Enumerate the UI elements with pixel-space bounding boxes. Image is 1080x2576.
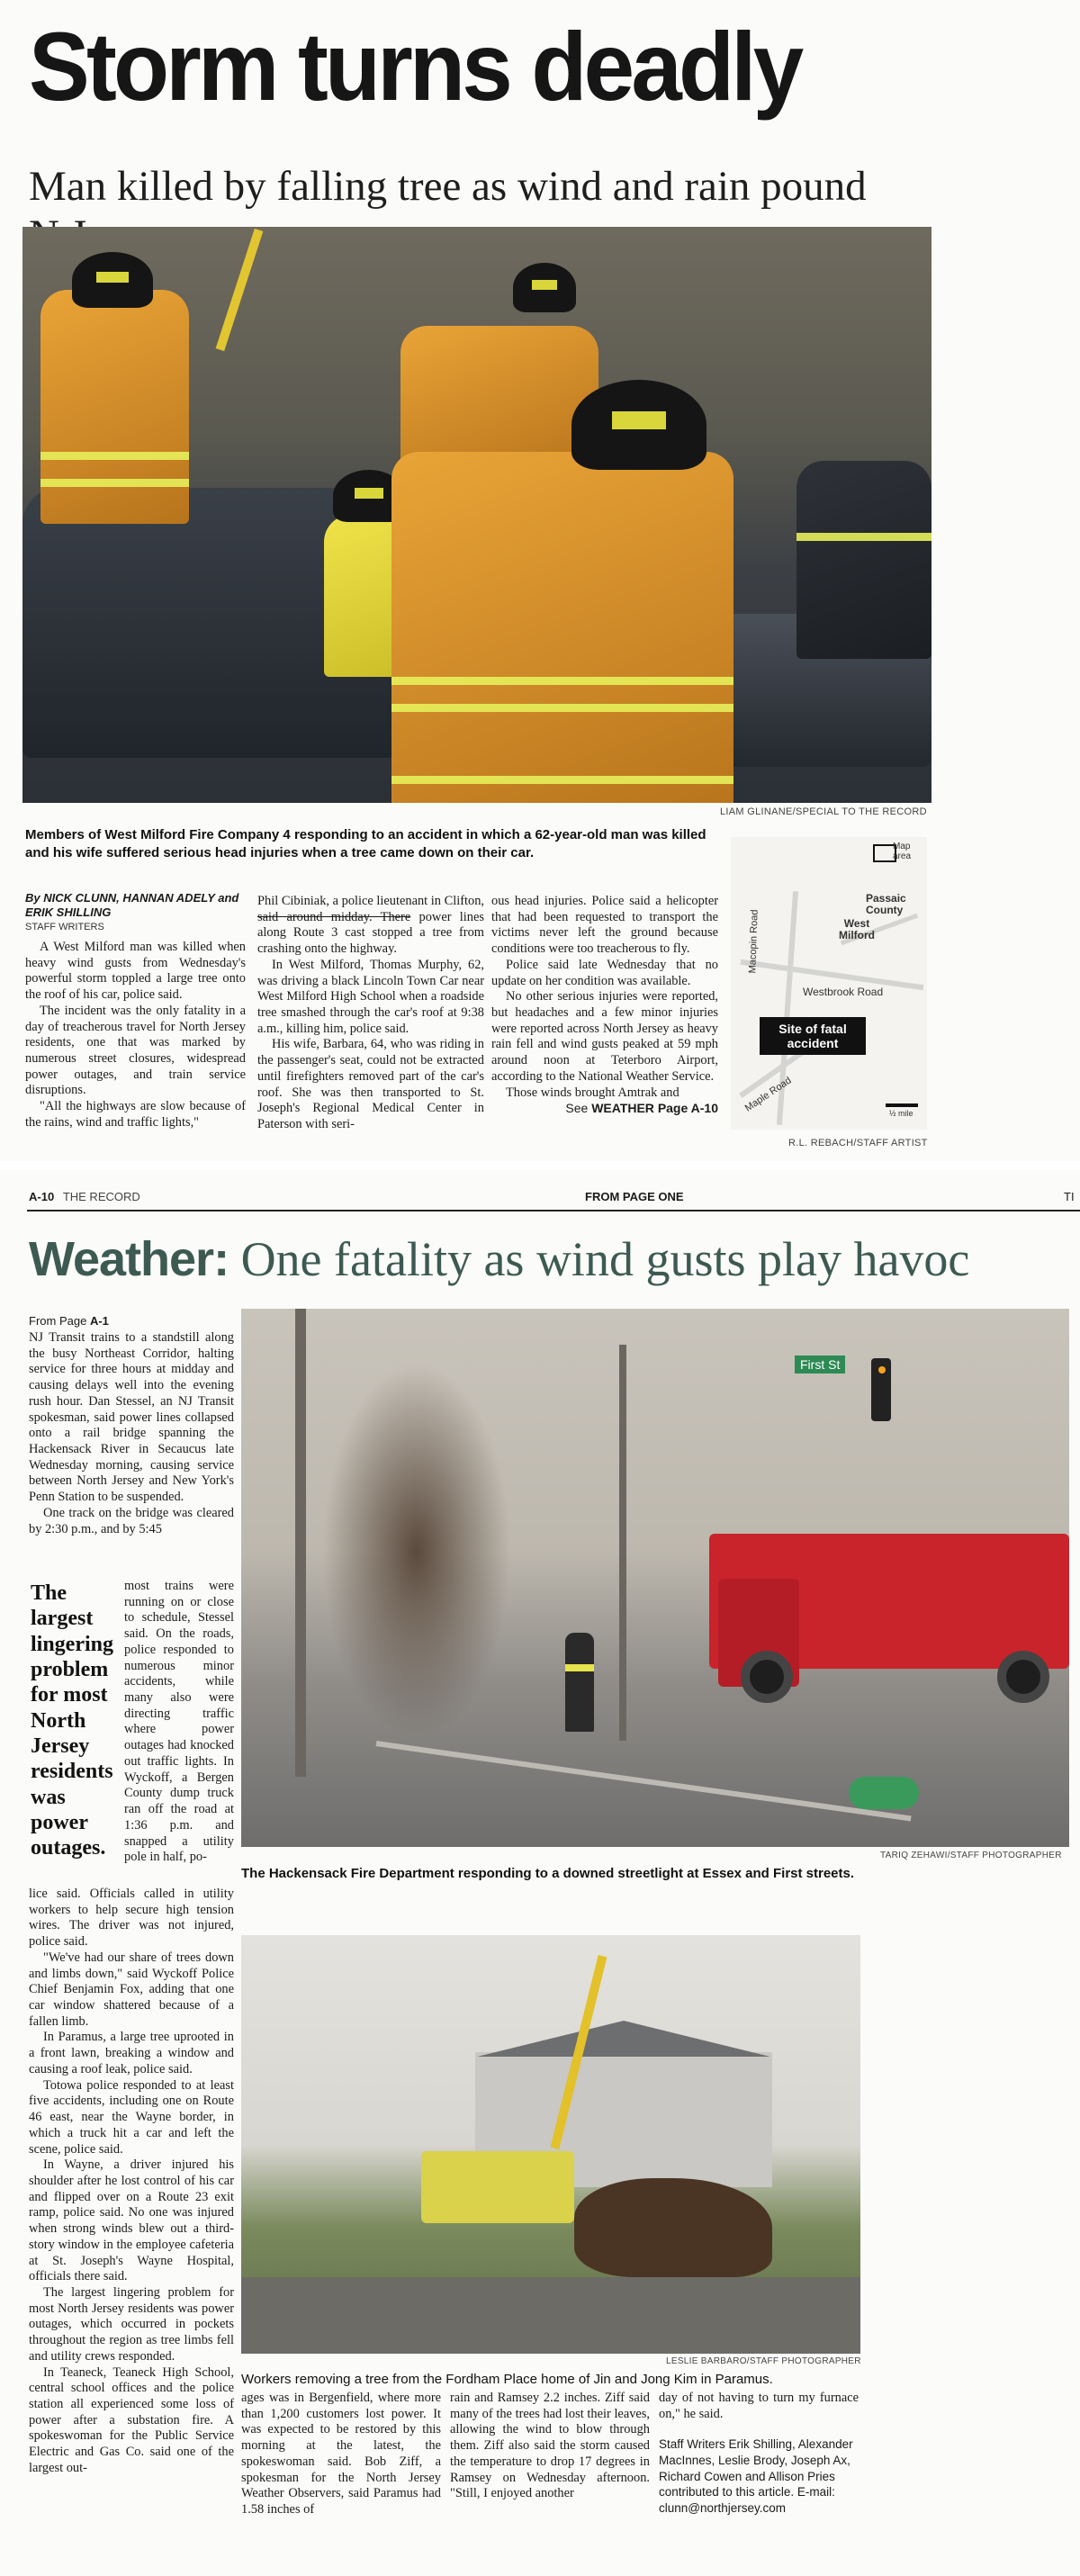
westbrook-road-label: Westbrook Road [803, 986, 884, 998]
byline-role: STAFF WRITERS [25, 922, 104, 932]
contributors-note: Staff Writers Erik Shilling, Alexander MacInnes, Leslie Brody, Joseph Ax, Richard Cowen and Allison Pries contributed to this article. E-mail: clunn@northjersey.com [659, 2437, 853, 2515]
struck-text: said around midday. There [257, 909, 411, 924]
accident-site-label: Site of fatal accident [760, 1017, 866, 1055]
text-run: power lines along Route 3 cast stopped a tree from crashing onto the highway. [257, 909, 484, 957]
folio-paper: THE RECORD [62, 1190, 140, 1203]
headline-keyword: Weather: [29, 1232, 230, 1286]
headline-rest: One fatality as wind gusts play havoc [240, 1232, 970, 1286]
firefighters-photo [22, 227, 932, 803]
story-column-1 [25, 940, 246, 1131]
paragraph: NJ Transit trains to a standstill along the busy Northeast Corridor, halting service for three hours at midday and causing delays well into the evening rush hour. Dan Stessel, an NJ Transit spokesman, said power lines collapsed onto a rail bridge spanning the Hackensack River in Secaucus late Wednesday morning, causing service between North Jersey and New York's Penn Station to be suspended. [29, 1330, 234, 1505]
paragraph: "All the highways are slow because of the rains, wind and traffic lights," [25, 1099, 246, 1130]
paragraph: In Teaneck, Teaneck High School, central school offices and the police station all experienced some loss of power after a substation fire. A spokeswoman for the Public Service Electric and Gas Co. said one of the largest out- [29, 2364, 234, 2475]
map-area-label: Map area [893, 842, 912, 861]
folio-left [29, 1190, 140, 1203]
paragraph: lice said. Officials called in utility workers to help secure high tension wires. The driver was not injured, police said. [29, 1887, 234, 1950]
text-run: Phil Cibiniak, a police lieutenant in Clifton, [257, 894, 484, 908]
jump-section: WEATHER [591, 1101, 654, 1116]
fire-truck-photo [241, 1309, 1069, 1847]
subhead: Man killed by falling tree as wind and rain pound [29, 163, 867, 210]
paragraph: One track on the bridge was cleared by 2:30 p.m., and by 5:45 [29, 1505, 234, 1536]
jump-column-4 [659, 2391, 859, 2516]
paragraph: In West Milford, Thomas Murphy, 62, was driving a black Lincoln Town Car near West Milford High School when a roadside tree smashed through the car's roof at 9:38 a.m., killing him, police said. [257, 957, 484, 1036]
jump-column-2 [241, 2391, 441, 2518]
scale-label: ½ mile [889, 1109, 914, 1118]
paragraph: day of not having to turn my furnace on," he said. [659, 2391, 859, 2421]
paragraph: ages was in Bergenfield, where more than 1,200 customers lost power. It was expected to be restored by this morning at the latest, the spokeswoman said. Bob Ziff, a spokesman for the North Jersey Weather Observers, said Paramus had 1.58 inches of [241, 2391, 441, 2517]
map-credit: R.L. REBACH/STAFF ARTIST [788, 1138, 928, 1148]
story-column-3 [491, 894, 718, 1117]
jump-column-1-bottom [29, 1887, 234, 2477]
paragraph: most trains were running on or close to schedule, Stessel said. On the roads, police responded to numerous minor accidents, while many also were directing traffic where power outages had knocked out traffic lights. In Wyckoff, a Bergen County dump truck ran off the road at 1:36 p.m. and snapped a utility pole in half, po- [124, 1579, 234, 1865]
photo2-credit: TARIQ ZEHAWI/STAFF PHOTOGRAPHER [880, 1851, 1062, 1860]
from-page-label [29, 1314, 109, 1328]
jump-prefix: See [565, 1101, 589, 1116]
folio-edge: TI [1064, 1190, 1075, 1203]
photo2-caption: The Hackensack Fire Department responding to a downed streetlight at Essex and First streets. [241, 1866, 855, 1881]
paragraph: His wife, Barbara, 64, who was riding in the passenger's seat, could not be extracted until firefighters removed part of the car's roof. She was then transported to St. Joseph's Regional Medical Center in Paterson with seri- [257, 1037, 484, 1132]
paragraph: No other serious injuries were reported, but headaches and a few minor injuries were reported across North Jersey as heavy rain fell and wind gusts peaked at 59 mph around noon at Teterboro Airport, according to the National Weather Service. [491, 989, 718, 1084]
paragraph: A West Milford man was killed when heavy wind gusts from Wednesday's powerful storm toppled a large tree onto the roof of his car, police said. [25, 940, 246, 1003]
west-milford-label: West Milford [839, 917, 875, 942]
folio-page: A-10 [29, 1190, 55, 1203]
from-page-num: A-1 [89, 1314, 109, 1328]
paragraph: Totowa police responded to at least five accidents, including one on Route 46 east, near the Wayne border, in which a truck hit a car and left the scene, police said. [29, 2077, 234, 2157]
photo3-caption: Workers removing a tree from the Fordham Place home of Jin and Jong Kim in Paramus. [241, 2372, 773, 2387]
paragraph: In Wayne, a driver injured his shoulder after he lost control of his car and flipped over on a Route 23 exit ramp, police said. No one was injured when strong winds blew out a third-story window in the employee cafeteria at St. Joseph's Wayne Hospital, officials there said. [29, 2157, 234, 2284]
macopin-road-label: Macopin Road [747, 909, 760, 974]
photo3-credit: LESLIE BARBARO/STAFF PHOTOGRAPHER [666, 2356, 861, 2366]
jump-column-1-narrow [124, 1579, 234, 1866]
tree-removal-photo [241, 1935, 860, 2354]
folio-section: FROM PAGE ONE [585, 1190, 684, 1203]
from-page-prefix: From Page [29, 1314, 87, 1328]
jump-page: Page A-10 [657, 1101, 718, 1116]
jump-line[interactable] [491, 1101, 718, 1116]
paragraph: Those winds brought Amtrak and [506, 1085, 680, 1100]
maple-road-label: Maple Road [742, 1075, 794, 1114]
passaic-label: Passaic County [866, 892, 906, 917]
paragraph: In Paramus, a large tree uprooted in a front lawn, breaking a window and causing a roof leak, police said. [29, 2030, 234, 2076]
paragraph: ous head injuries. Police said a helicopter that had been requested to transport the victims never left the ground because conditions were too treacherous to fly. [491, 894, 718, 957]
headline: Storm turns deadly [29, 12, 801, 121]
jump-column-3 [450, 2391, 650, 2502]
paragraph: "We've had our share of trees down and limbs down," said Wyckoff Police Chief Benjamin Fox, adding that one car window shattered because of a fallen limb. [29, 1950, 234, 2029]
story-column-2 [257, 894, 484, 1133]
byline: By NICK CLUNN, HANNAN ADELY and ERIK SHILLING [25, 891, 239, 919]
paragraph: The incident was the only fatality in a day of treacherous travel for North Jersey residents, one that was marked by numerous street closures, widespread power outages, and train service disruptions. [25, 1003, 246, 1098]
paragraph: The largest lingering problem for most North Jersey residents was power outages, which occurred in pockets throughout the region as tree limbs fell and utility crews responded. [29, 2284, 234, 2364]
street-sign: First St [795, 1356, 845, 1374]
scale-bar [886, 1103, 918, 1107]
locator-map [731, 837, 927, 1130]
paragraph: rain and Ramsey 2.2 inches. Ziff said many of the trees had lost their leaves, allowing the wind to blow through them. Ziff also said the storm caused the temperature to drop 17 degrees in Ramsey on Wednesday afternoon. "Still, I enjoyed another [450, 2391, 650, 2501]
front-page [0, 0, 1080, 1161]
photo-credit: LIAM GLINANE/SPECIAL TO THE RECORD [720, 806, 927, 817]
folio-rule [27, 1210, 1080, 1211]
jump-column-1-top [29, 1330, 234, 1537]
photo-caption: Members of West Milford Fire Company 4 responding to an accident in which a 62-year-old man was killed and his wife suffered serious head injuries when a tree came down on their car. [25, 827, 706, 861]
paragraph: Police said late Wednesday that no update on her condition was available. [491, 957, 718, 988]
jump-headline [29, 1231, 1055, 1287]
pull-quote: The largest lingering problem for most North Jersey residents was power outages. [31, 1581, 114, 1860]
inside-page [0, 1170, 1080, 2576]
